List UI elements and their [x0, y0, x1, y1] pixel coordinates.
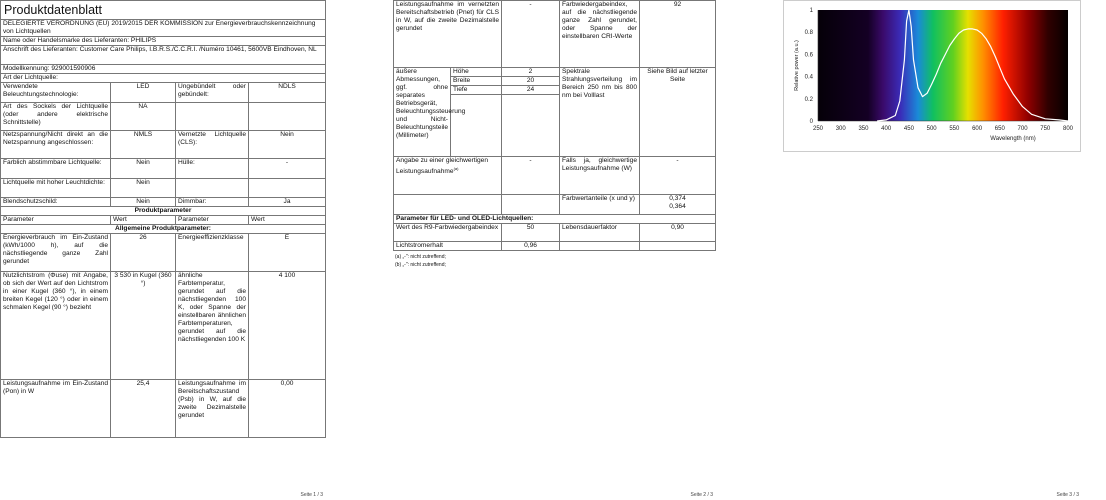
spectral-value: Siehe Bild auf letzter Seite	[640, 68, 716, 157]
dim-label: Tiefe	[451, 86, 502, 95]
x-tick-label: 700	[1017, 126, 1028, 132]
dim-value: 2	[502, 68, 560, 77]
dim-value: 20	[502, 77, 560, 86]
spec-label: Ungebündelt oder gebündelt:	[176, 83, 249, 103]
param-value: 92	[640, 1, 716, 68]
param-value: -	[640, 157, 716, 195]
param-value: E	[249, 234, 326, 272]
x-tick-label: 500	[926, 126, 937, 132]
param-value: 0,00	[249, 380, 326, 438]
param-label: Nutzlichtstrom (Φuse) mit Angabe, ob sich der Wert auf den Lichtstrom in einer Kugel (360 °), in einem breiten Kegel (120 °) oder in einem schmalen Kegel (90 °) bezieht	[1, 272, 111, 380]
param-value: 26	[111, 234, 176, 272]
param-label: Energieeffizienzklasse	[176, 234, 249, 272]
spec-value: NA	[111, 103, 176, 131]
param-value: 25,4	[111, 380, 176, 438]
spec-label: Blendschutzschild:	[1, 198, 111, 207]
regulation-text: DELEGIERTE VERORDNUNG (EU) 2019/2015 DER KOMMISSION zur Energieverbrauchskennzeichnung von Lichtquellen	[1, 20, 326, 37]
x-tick-label: 800	[1062, 126, 1074, 132]
light-source-type: Art der Lichtquelle:	[1, 74, 326, 83]
param-value	[640, 242, 716, 251]
param-label: Leistungsaufnahme im Bereitschaftszustand (Psb) in W, auf die zweite Dezimalstelle gerundet	[176, 380, 249, 438]
page-number: Seite 3 / 3	[1056, 492, 1079, 498]
y-tick-label: 0.2	[804, 96, 813, 103]
spec-label: Hülle:	[176, 159, 249, 179]
param-label: Falls ja, gleichwertige Leistungsaufnahme (W)	[560, 157, 640, 195]
column-header: Wert	[249, 216, 326, 225]
dim-spacer	[502, 95, 560, 157]
spec-label: Vernetzte Lichtquelle (CLS):	[176, 131, 249, 159]
y-tick-label: 0.8	[804, 30, 813, 37]
dim-label: Höhe	[451, 68, 502, 77]
page1-table	[0, 0, 326, 438]
spec-value: Nein	[111, 179, 176, 198]
param-label: ähnliche Farbtemperatur, gerundet auf die nächstliegenden 100 K, oder Spanne der einstellbaren ähnlichen Farbtemperaturen, gerundet auf die nächstliegenden 100 K	[176, 272, 249, 380]
param-value: -	[502, 157, 560, 195]
page2-table	[393, 0, 716, 251]
x-tick-label: 400	[881, 126, 892, 132]
dim-value: 24	[502, 86, 560, 95]
spec-label	[176, 179, 249, 198]
param-value: 0,90	[640, 224, 716, 242]
section-header: Produktparameter	[1, 207, 326, 216]
column-header: Parameter	[176, 216, 249, 225]
param-value: 3 530 in Kugel (360 °)	[111, 272, 176, 380]
x-tick-label: 300	[835, 126, 846, 132]
x-axis-label: Wavelength (nm)	[990, 136, 1036, 142]
param-label	[394, 157, 502, 195]
y-tick-label: 0.4	[804, 74, 813, 81]
page-2	[393, 0, 715, 500]
page-1	[0, 0, 325, 500]
spec-label: Art des Sockels der Lichtquelle (oder andere elektrische Schnittstelle)	[1, 103, 111, 131]
param-value: -	[502, 1, 560, 68]
y-axis-label: Relative power (a.u.)	[794, 40, 800, 91]
param-label: Energieverbrauch im Ein-Zustand (kWh/1000 h), auf die nächstliegende ganze Zahl gerundet	[1, 234, 111, 272]
param-value	[640, 195, 716, 215]
column-header: Parameter	[1, 216, 111, 225]
param-label: Lichtstromerhalt	[394, 242, 502, 251]
spec-label: Farblich abstimmbare Lichtquelle:	[1, 159, 111, 179]
param-label: Wert des R9-Farbwiedergabeindex	[394, 224, 502, 242]
x-tick-label: 600	[972, 126, 983, 132]
footnote: (b) „-": nicht zutreffend;	[395, 262, 446, 268]
param-label: Lebensdauerfaktor	[560, 224, 640, 242]
spectral-label: Spektrale Strahlungsverteilung im Bereich 250 nm bis 800 nm bei Volllast	[560, 68, 640, 157]
spectrum-chart-svg	[784, 1, 1080, 151]
spec-value	[249, 179, 326, 198]
param-value: 0,96	[502, 242, 560, 251]
param-value: 4 100	[249, 272, 326, 380]
spec-label: Verwendete Beleuchtungstechnologie:	[1, 83, 111, 103]
y-tick-label: 0.6	[804, 52, 813, 59]
footnote-ref: (a)	[453, 166, 459, 171]
spec-label	[176, 103, 249, 131]
dim-label: Breite	[451, 77, 502, 86]
section-header: Allgemeine Produktparameter:	[1, 225, 326, 234]
x-tick-label: 450	[903, 126, 914, 132]
dimensions-label: äußere Abmessungen, ggf. ohne separates Betriebsgerät, Beleuchtungssteuerung und Nicht-Beleuchtungsteile (Millimeter)	[394, 68, 451, 157]
param-label: Farbwiedergabeindex, auf die nächstliegende ganze Zahl gerundet, oder Spanne der einstellbaren CRI-Werte	[560, 1, 640, 68]
chroma-x: 0,374	[669, 195, 686, 202]
spec-value: LED	[111, 83, 176, 103]
x-tick-label: 750	[1040, 126, 1051, 132]
spec-value: Nein	[111, 159, 176, 179]
empty-cell	[502, 195, 560, 215]
param-label	[560, 242, 640, 251]
column-header: Wert	[111, 216, 176, 225]
plot-background	[818, 10, 1068, 121]
page-number: Seite 1 / 3	[300, 492, 323, 498]
spec-value: -	[249, 159, 326, 179]
model-id: Modellkennung: 929001590906	[1, 65, 326, 74]
spec-label: Netzspannung/Nicht direkt an die Netzspannung angeschlossen:	[1, 131, 111, 159]
spectrum-chart	[783, 0, 1081, 152]
param-label: Leistungsaufnahme im vernetzten Bereitschaftsbetrieb (Pnet) für CLS in W, auf die zweite Dezimalstelle gerundet	[394, 1, 502, 68]
x-tick-label: 250	[812, 126, 824, 132]
spec-label: Dimmbar:	[176, 198, 249, 207]
empty-cell	[394, 195, 502, 215]
page-3	[783, 0, 1081, 500]
spec-value: Ja	[249, 198, 326, 207]
spec-value: Nein	[249, 131, 326, 159]
param-label: Leistungsaufnahme im Ein-Zustand (Pon) in W	[1, 380, 111, 438]
x-tick-label: 550	[949, 126, 960, 132]
spec-value: NDLS	[249, 83, 326, 103]
param-label: Farbwertanteile (x und y)	[560, 195, 640, 215]
x-tick-label: 350	[858, 126, 869, 132]
spec-label: Lichtquelle mit hoher Leuchtdichte:	[1, 179, 111, 198]
section-header: Parameter für LED- und OLED-Lichtquellen:	[394, 215, 716, 224]
param-value: 50	[502, 224, 560, 242]
x-tick-label: 650	[994, 126, 1005, 132]
supplier-name: Name oder Handelsmarke des Lieferanten: PHILIPS	[1, 37, 326, 46]
page-number: Seite 2 / 3	[690, 492, 713, 498]
footnote: (a) „-": nicht zutreffend;	[395, 254, 446, 260]
equiv-label: Angabe zu einer gleichwertigen Leistungsaufnahme	[396, 157, 489, 176]
dim-spacer	[451, 95, 502, 157]
page-title: Produktdatenblatt	[1, 1, 326, 20]
y-tick-label: 0	[809, 119, 813, 125]
y-tick-label: 1	[809, 8, 813, 14]
supplier-address: Anschrift des Lieferanten: Customer Care Philips, I.B.R.S./C.C.R.I. /Numéro 10461, 5600VB Eindhoven, NL	[1, 46, 326, 65]
spec-value	[249, 103, 326, 131]
spec-value: Nein	[111, 198, 176, 207]
chroma-y: 0,364	[669, 203, 686, 210]
spec-value: NMLS	[111, 131, 176, 159]
